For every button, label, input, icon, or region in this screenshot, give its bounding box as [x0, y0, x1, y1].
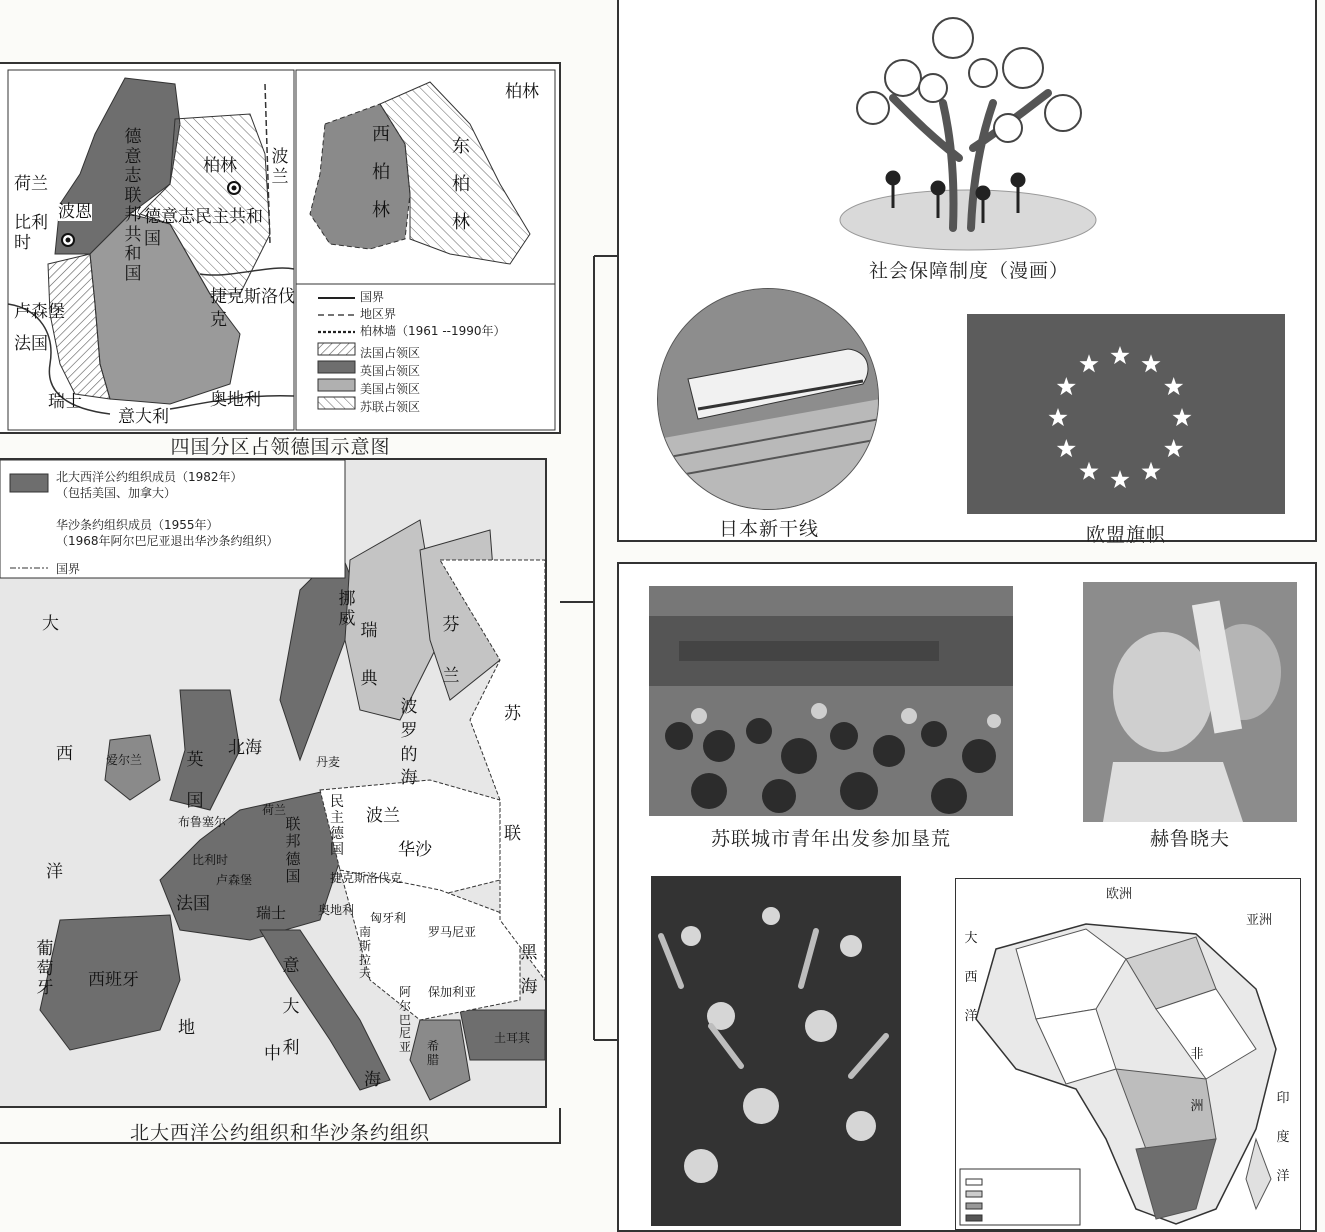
eu-star	[1049, 408, 1068, 426]
label-austria-eu: 奥地利	[318, 903, 355, 917]
legend-warsaw: 华沙条约组织成员（1955年）	[56, 518, 219, 532]
eu-star	[1164, 377, 1183, 395]
label-switzerland-eu: 瑞士	[256, 904, 287, 922]
africa-label-indian-ocean: 印度洋	[1276, 1091, 1290, 1184]
label-norway: 挪威	[338, 589, 356, 629]
germany-occupation-map	[0, 62, 561, 434]
label-warsaw: 华沙	[398, 840, 432, 860]
africa-label-atlantic: 大西洋	[964, 931, 978, 1024]
label-med-3: 海	[364, 1070, 381, 1090]
label-denmark: 丹麦	[316, 755, 341, 769]
label-spain: 西班牙	[88, 970, 139, 990]
label-atlantic-2: 西	[56, 744, 73, 764]
label-sweden: 瑞典	[360, 621, 378, 689]
label-ireland: 爱尔兰	[106, 753, 143, 767]
label-switzerland: 瑞士	[48, 392, 82, 412]
label-frg-eu: 联邦德国	[285, 815, 301, 885]
soviet-youth-caption: 苏联城市青年出发参加垦荒	[710, 828, 951, 850]
label-west-berlin: 西柏林	[372, 124, 390, 221]
eastern-development-panel	[617, 562, 1317, 1232]
eu-star	[1111, 470, 1130, 488]
label-france: 法国	[14, 334, 48, 354]
eu-star	[1142, 462, 1161, 480]
legend-warsaw-note: （1968年阿尔巴尼亚退出华沙条约组织）	[56, 534, 279, 548]
label-belgium: 比利时	[14, 213, 48, 253]
eu-star	[1173, 408, 1192, 426]
legend-nato-note: （包括美国、加拿大）	[56, 486, 177, 500]
legend-national-border: 国界	[360, 290, 385, 304]
legend-french-zone: 法国占领区	[360, 346, 421, 360]
soviet-youth-photo	[649, 586, 1013, 816]
eu-star	[1057, 439, 1076, 457]
eu-star	[1080, 354, 1099, 372]
legend-border: 国界	[56, 562, 81, 576]
label-romania: 罗马尼亚	[428, 925, 477, 939]
eu-star	[1057, 377, 1076, 395]
khrushchev-caption: 赫鲁晓夫	[1149, 828, 1230, 850]
legend-soviet-zone: 苏联占领区	[360, 400, 421, 414]
label-atlantic-3: 洋	[46, 862, 63, 882]
label-czechoslovakia: 捷克斯洛伐克	[210, 287, 295, 330]
label-bonn: 波恩	[58, 202, 92, 222]
shinkansen-photo	[657, 288, 879, 510]
label-luxembourg: 卢森堡	[14, 302, 65, 322]
africa-label-europe: 欧洲	[1106, 887, 1133, 902]
eu-flag-caption: 欧盟旗帜	[1085, 524, 1166, 546]
label-hungary: 匈牙利	[370, 911, 407, 925]
label-portugal: 葡萄牙	[36, 939, 54, 999]
label-czechoslovakia-eu: 捷克斯洛伐克	[330, 871, 403, 885]
label-frg: 德意志联邦共和国	[124, 127, 142, 284]
label-poland-eu: 波兰	[366, 806, 400, 826]
label-finland: 芬兰	[442, 615, 460, 686]
cartoon-caption: 社会保障制度（漫画）	[868, 260, 1069, 282]
connector-bracket	[560, 250, 620, 1050]
africa-label-africa: 非洲	[1190, 1047, 1204, 1114]
shinkansen-caption: 日本新干线	[718, 518, 819, 540]
social-security-cartoon	[833, 8, 1103, 258]
label-italy-eu: 意大利	[282, 956, 300, 1058]
label-turkey: 土耳其	[494, 1031, 531, 1045]
label-bulgaria: 保加利亚	[428, 985, 477, 999]
label-ussr-2: 联	[504, 824, 521, 844]
label-med-1: 地	[178, 1018, 195, 1038]
legend-british-zone: 英国占领区	[360, 364, 421, 378]
eu-flag	[967, 314, 1285, 514]
label-poland: 波兰	[271, 147, 289, 187]
inset-title-berlin: 柏林	[505, 82, 539, 102]
legend-nato: 北大西洋公约组织成员（1982年）	[56, 470, 243, 484]
label-belgium-eu: 比利时	[192, 853, 229, 867]
label-black-sea: 黑海	[520, 943, 538, 997]
eu-star	[1080, 462, 1099, 480]
label-netherlands-eu: 荷兰	[262, 803, 287, 817]
germany-map-drawing	[0, 64, 559, 432]
europe-map-drawing	[0, 460, 545, 1106]
label-brussels: 布鲁塞尔	[178, 815, 227, 829]
label-north-sea: 北海	[228, 738, 262, 758]
legend-american-zone: 美国占领区	[360, 382, 421, 396]
label-med-2: 中	[264, 1044, 281, 1064]
eu-flag-stars	[967, 314, 1285, 514]
label-greece: 希腊	[426, 1039, 439, 1067]
label-italy: 意大利	[118, 407, 169, 427]
crowd-photo	[651, 876, 901, 1226]
eu-star	[1142, 354, 1161, 372]
label-baltic-sea: 波罗的海	[400, 697, 418, 789]
nato-warsaw-map	[0, 458, 547, 1108]
western-development-panel	[617, 0, 1317, 546]
label-netherlands: 荷兰	[14, 174, 48, 194]
label-berlin: 柏林	[203, 156, 237, 176]
label-uk: 英国	[186, 750, 204, 811]
africa-label-asia: 亚洲	[1246, 913, 1273, 928]
khrushchev-photo	[1083, 582, 1297, 822]
label-gdr-eu: 民主德国	[330, 794, 344, 859]
label-yugoslavia: 南斯拉夫	[358, 925, 371, 981]
germany-map-caption: 四国分区占领德国示意图	[170, 436, 391, 458]
label-ussr-1: 苏	[504, 704, 521, 724]
label-austria: 奥地利	[210, 390, 261, 410]
label-gdr: 德意志民主共和国	[144, 207, 263, 250]
legend-region-border: 地区界	[360, 307, 397, 321]
europe-map-caption: 北大西洋公约组织和华沙条约组织	[129, 1122, 430, 1144]
label-france-eu: 法国	[176, 894, 210, 914]
eu-star	[1111, 346, 1130, 364]
label-albania: 阿尔巴尼亚	[398, 985, 411, 1055]
label-atlantic-1: 大	[42, 614, 59, 634]
label-east-berlin: 东柏林	[452, 136, 470, 233]
eu-star	[1164, 439, 1183, 457]
legend-berlin-wall: 柏林墙（1961 --1990年）	[360, 324, 506, 338]
africa-independence-map	[955, 878, 1301, 1230]
label-luxembourg-eu: 卢森堡	[216, 873, 253, 887]
